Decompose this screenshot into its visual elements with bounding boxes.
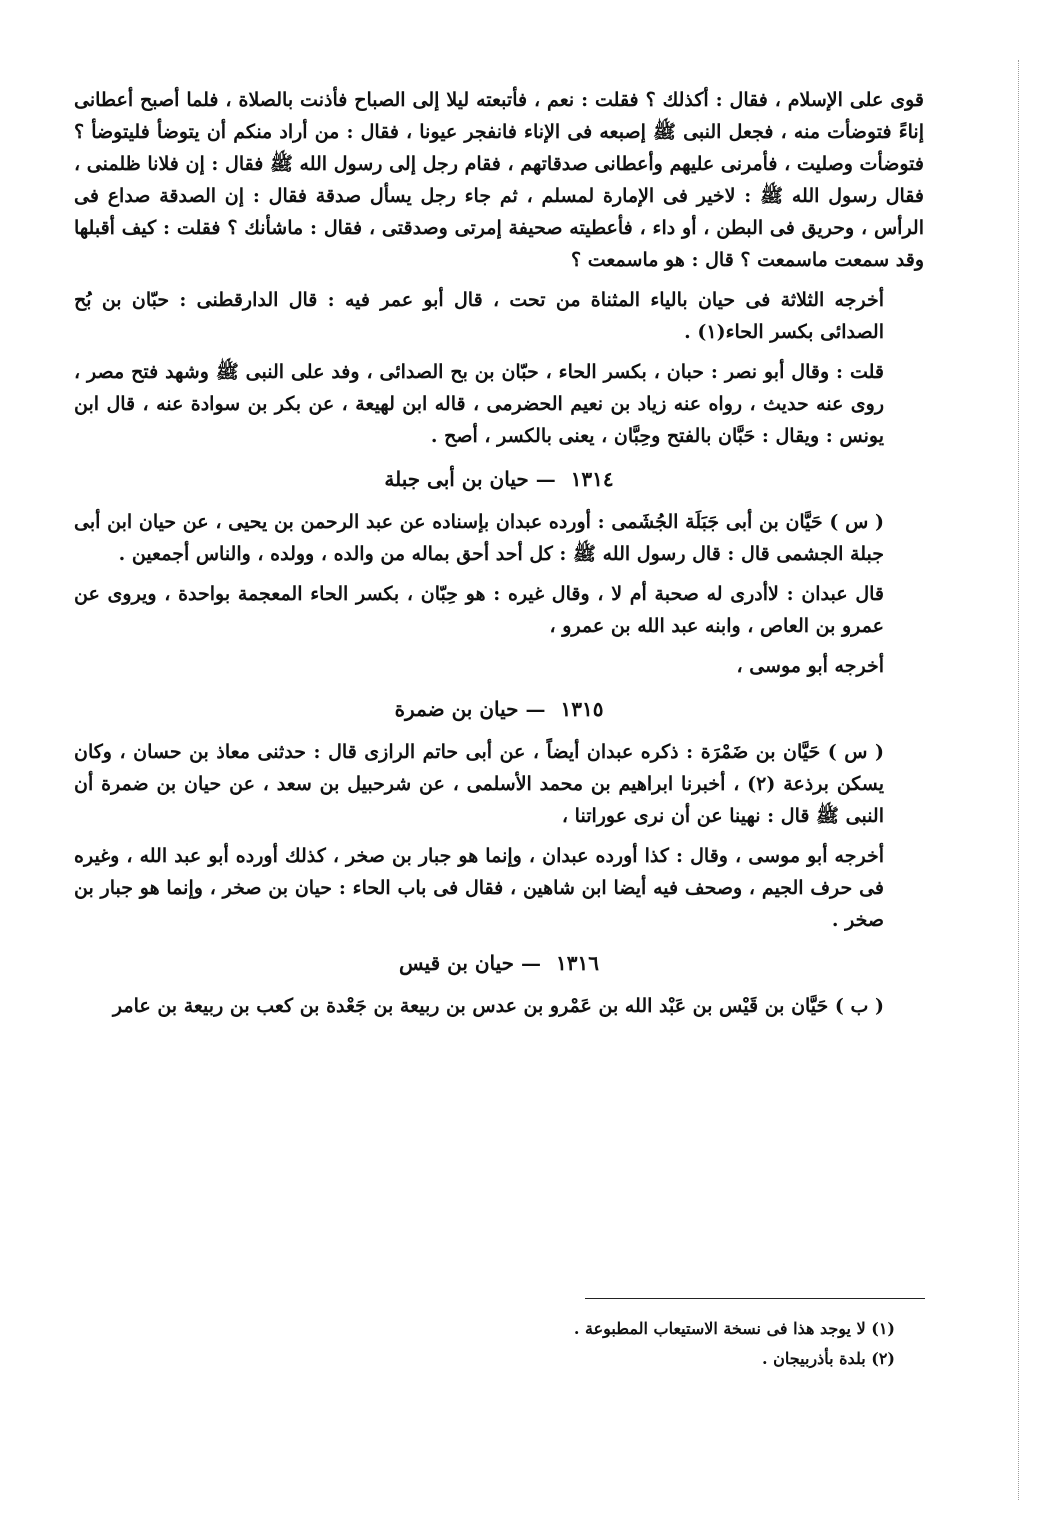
entry-number: ١٣١٦ bbox=[555, 951, 599, 975]
paragraph: أخرجه أبو موسى ، وقال : كذا أورده عبدان ، وإنما هو جبار بن صخر ، كذلك أورده أبو عبد الله ، وغيره فى حرف الجيم ، وصحف فيه أيضا ابن شاهين ، فقال فى باب الحاء : حيان بن صخر ، وإنما هو جبار بن صخر . bbox=[74, 845, 884, 931]
paragraph: قال عبدان : لاأدرى له صحبة أم لا ، وقال غيره : هو حِبّان ، بكسر الحاء المعجمة بواحدة ، ويروى عن عمرو بن العاص ، وابنه عبد الله بن عمرو ، bbox=[74, 583, 884, 637]
entry-heading bbox=[74, 694, 924, 724]
entry-number: ١٣١٤ bbox=[570, 467, 614, 491]
entry-title: حيان بن أبى جبلة bbox=[384, 467, 529, 491]
paragraph: أخرجه أبو موسى ، bbox=[736, 655, 884, 677]
entry-heading bbox=[74, 948, 924, 978]
paragraph: أخرجه الثلاثة فى حيان بالياء المثناة من تحت ، قال أبو عمر فيه : قال الدارقطنى : حبّان بن بُح الصدائى بكسر الحاء(١) . bbox=[74, 289, 884, 343]
entry-title: حيان بن ضمرة bbox=[394, 697, 519, 721]
entry-number: ١٣١٥ bbox=[560, 697, 604, 721]
paragraph: قلت : وقال أبو نصر : حبان ، بكسر الحاء ، حبّان بن بح الصدائى ، وفد على النبى ﷺ وشهد فتح مصر ، روى عنه حديث ، رواه عنه زياد بن نعيم الحضرمى ، قاله ابن لهيعة ، عن بكر بن سوادة عنه ، قال ابن يونس : ويقال : حَبَّان بالفتح وحِبَّان ، يعنى بالكسر ، أصح . bbox=[74, 361, 884, 447]
entry-dash: — bbox=[521, 951, 542, 975]
main-text bbox=[74, 84, 924, 1030]
paragraph: قوى على الإسلام ، فقال : أكذلك ؟ فقلت : نعم ، فأتبعته ليلا إلى الصباح فأذنت بالصلاة ، فلما أصبح أعطانى إناءً فتوضأت منه ، فجعل النبى ﷺ إصبعه فى الإناء فانفجر عيونا ، فقال : من أراد منكم أن يتوضأ فليتوضأ ؟ فتوضأت وصليت ، فأمرنى عليهم وأعطانى صدقاتهم ، فقام رجل إلى رسول الله ﷺ فقال : إن فلانا ظلمنى ، فقال رسول الله ﷺ : لاخير فى الإمارة لمسلم ، ثم جاء رجل يسأل صدقة فقال : إن الصدقة صداع فى الرأس ، وحريق فى البطن ، أو داء ، فأعطيته صحيفة إمرتى وصدقتى ، فقال : ماشأنك ؟ فقلت : كيف أقبلها وقد سمعت ماسمعت ؟ قال : هو ماسمعت ؟ bbox=[74, 89, 924, 271]
footnote-separator bbox=[585, 1298, 925, 1299]
paragraph: ( س ) حَيَّان بن أبى جَبَلَة الجُشَمى : أورده عبدان بإسناده عن عبد الرحمن بن يحيى ، عن حيان ابن أبى جبلة الجشمى قال : قال رسول الله ﷺ : كل أحد أحق بماله من والده ، وولده ، والناس أجمعين . bbox=[74, 511, 884, 565]
footnotes bbox=[400, 1314, 895, 1374]
paragraph: ( س ) حَيَّان بن ضَمْرَة : ذكره عبدان أيضاً ، عن أبى حاتم الرازى قال : حدثنى معاذ بن حسان ، وكان يسكن برذعة (٢) ، أخبرنا ابراهيم بن محمد الأسلمى ، عن شرحبيل بن سعد ، عن حيان بن ضمرة أن النبى ﷺ قال : نهينا عن أن نرى عوراتنا ، bbox=[74, 741, 885, 827]
footnote: (١) لا يوجد هذا فى نسخة الاستيعاب المطبوعة . bbox=[573, 1319, 895, 1338]
margin-dotted-line bbox=[1018, 60, 1020, 1500]
entry-dash: — bbox=[525, 697, 546, 721]
entry-dash: — bbox=[535, 467, 556, 491]
entry-title: حيان بن قيس bbox=[399, 951, 515, 975]
paragraph: ( ب ) حَيَّان بن قَيْس بن عَبْد الله بن عَمْرو بن عدس بن ربيعة بن جَعْدة بن كعب بن ربيعة بن عامر bbox=[112, 995, 884, 1017]
footnote: (٢) بلدة بأذربيجان . bbox=[762, 1349, 895, 1368]
entry-heading bbox=[74, 464, 924, 494]
